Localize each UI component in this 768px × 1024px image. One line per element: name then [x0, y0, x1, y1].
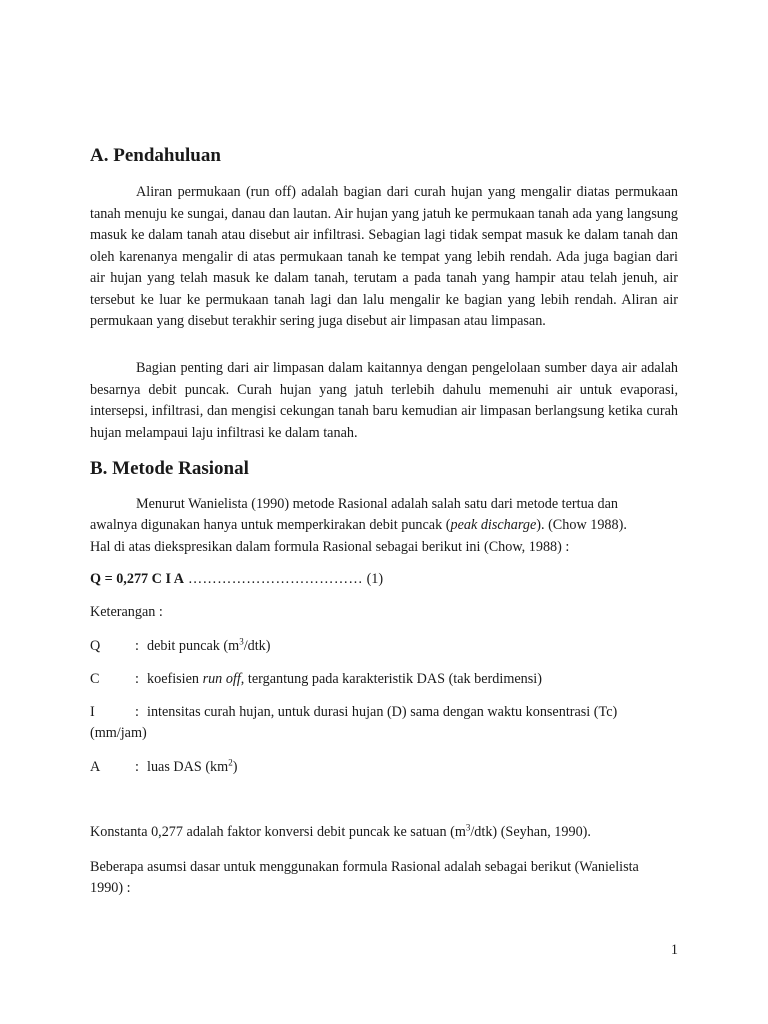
definition-i-text-continued: (mm/jam) — [90, 725, 147, 741]
section-b-para-line-1 — [136, 494, 618, 516]
definition-colon: : — [135, 638, 139, 654]
page-number: 1 — [670, 942, 678, 958]
definition-q-text — [147, 636, 271, 658]
line-2-pre: awalnya digunakan hanya untuk memperkirakan debit puncak ( — [90, 517, 451, 533]
definition-colon: : — [135, 671, 139, 687]
definition-i-text: intensitas curah hujan, untuk durasi hujan (D) sama dengan waktu konsentrasi (Tc) — [147, 704, 618, 720]
formula-dots: ……………………………… — [184, 571, 364, 587]
formula-number: (1) — [363, 571, 384, 587]
peak-discharge-italic: peak discharge — [450, 517, 537, 533]
konstanta-line — [90, 822, 591, 844]
asumsi-line-2: 1990) : — [90, 880, 131, 896]
konstanta-superscript: 3 — [465, 822, 471, 833]
section-b-line-1-text: Menurut Wanielista (1990) metode Rasional adalah salah satu dari metode tertua dan — [136, 496, 618, 512]
konstanta-post: /dtk) (Seyhan, 1990). — [470, 824, 591, 840]
a-text-pre: luas DAS (km — [147, 759, 229, 775]
c-text-pre: koefisien — [147, 671, 203, 687]
q-text-post: /dtk) — [243, 638, 271, 654]
a-superscript: 2 — [228, 757, 233, 768]
definition-q-symbol: Q — [90, 638, 101, 654]
definition-colon: : — [135, 704, 139, 720]
formula-expression: Q = 0,277 C I A — [90, 571, 185, 587]
definition-i-symbol: I — [90, 704, 95, 720]
section-b-heading: B. Metode Rasional — [90, 458, 249, 479]
definition-c-text — [147, 669, 542, 691]
asumsi-line-1: Beberapa asumsi dasar untuk menggunakan formula Rasional adalah sebagai berikut (Wanielista — [90, 859, 639, 875]
section-a-heading: A. Pendahuluan — [90, 145, 221, 166]
section-a-paragraph-1: Aliran permukaan (run off) adalah bagian dari curah hujan yang mengalir diatas permukaan tanah menuju ke sungai, danau dan lautan. Air hujan yang jatuh ke permukaan tanah ada yang langsung masuk ke dalam tanah atau disebut air infiltrasi. Sebagian lagi tidak sempat masuk ke dalam tanah dan oleh karenanya mengalir di atas permukaan tanah ke tempat yang lebih rendah. Ada juga bagian dari air hujan yang telah masuk ke dalam tanah, terutam a pada tanah yang hampir atau telah jenuh, air tersebut ke luar ke permukaan tanah lagi dan lalu mengalir ke bagian yang lebih rendah. Aliran air permukaan yang disebut terakhir sering juga disebut air limpasan atau limpasan. — [90, 184, 678, 329]
definition-a — [90, 757, 678, 779]
definition-c-symbol: C — [90, 671, 100, 687]
c-text-post: , tergantung pada karakteristik DAS (tak berdimensi) — [240, 671, 542, 687]
section-b-para-line-3: Hal di atas diekspresikan dalam formula Rasional sebagai berikut ini (Chow, 1988) : — [90, 539, 570, 555]
q-superscript: 3 — [239, 636, 244, 647]
a-text-post: ) — [232, 759, 238, 775]
definition-i — [90, 702, 678, 724]
keterangan-label: Keterangan : — [90, 604, 163, 620]
formula-line — [90, 569, 383, 591]
konstanta-pre: Konstanta 0,277 adalah faktor konversi debit puncak ke satuan (m — [90, 824, 466, 840]
section-a-paragraph-2: Bagian penting dari air limpasan dalam kaitannya dengan pengelolaan sumber daya air adalah besarnya debit puncak. Curah hujan yang jatuh terlebih dahulu memenuhi air untuk evaporasi, intersepsi, infiltrasi, dan mengisi cekungan tanah baru kemudian air limpasan berlangsung ketika curah hujan melampaui laju infiltrasi ke dalam tanah. — [90, 360, 678, 441]
definition-a-text — [147, 757, 237, 779]
run-off-italic: run off — [202, 671, 241, 687]
definition-c — [90, 669, 678, 691]
section-b-para-line-2 — [90, 515, 627, 537]
definition-a-symbol: A — [90, 759, 101, 775]
definition-q — [90, 636, 678, 658]
q-text-pre: debit puncak (m — [147, 638, 240, 654]
line-2-post: ). (Chow 1988). — [536, 517, 627, 533]
definition-colon: : — [135, 759, 139, 775]
